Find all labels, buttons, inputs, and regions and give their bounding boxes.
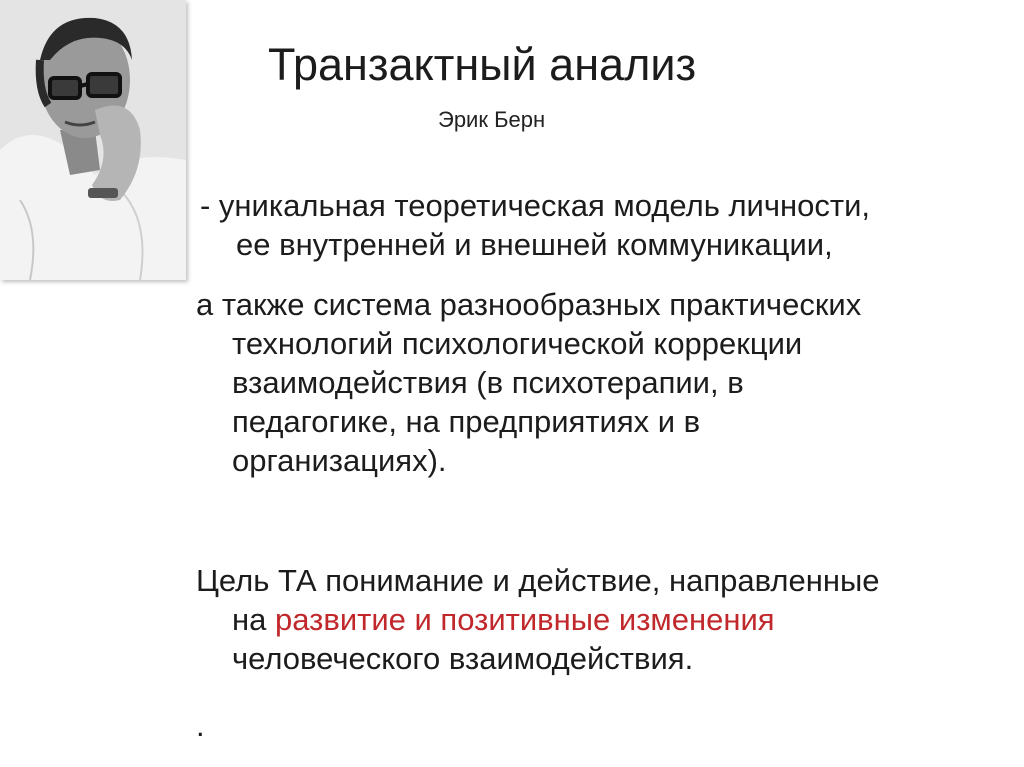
technologies-line-3: взаимодействия (в психотерапии, в — [232, 365, 744, 400]
technologies-paragraph — [196, 285, 861, 480]
definition-paragraph — [200, 186, 870, 264]
definition-line-2: ее внутренней и внешней коммуникации, — [236, 227, 833, 262]
technologies-line-5: организациях). — [232, 443, 447, 478]
goal-highlight-text: развитие и позитивные изменения — [275, 602, 775, 637]
trailing-period: . — [196, 708, 205, 743]
slide-title: Транзактный анализ — [268, 39, 697, 90]
technologies-line-4: педагогике, на предприятиях и в — [232, 404, 701, 439]
goal-line-2 — [196, 600, 880, 639]
goal-line-2-prefix: на — [232, 602, 267, 637]
author-portrait-photo — [0, 0, 186, 280]
portrait-illustration — [0, 0, 186, 280]
goal-line-3: человеческого взаимодействия. — [232, 641, 694, 676]
technologies-line-2: технологий психологической коррекции — [232, 326, 803, 361]
technologies-line-1: а также система разнообразных практических — [196, 287, 862, 322]
goal-line-1: Цель ТА понимание и действие, направленные — [196, 563, 880, 598]
slide-subtitle: Эрик Берн — [438, 107, 546, 132]
goal-paragraph — [196, 561, 880, 678]
definition-line-1: - уникальная теоретическая модель личности, — [200, 188, 870, 223]
